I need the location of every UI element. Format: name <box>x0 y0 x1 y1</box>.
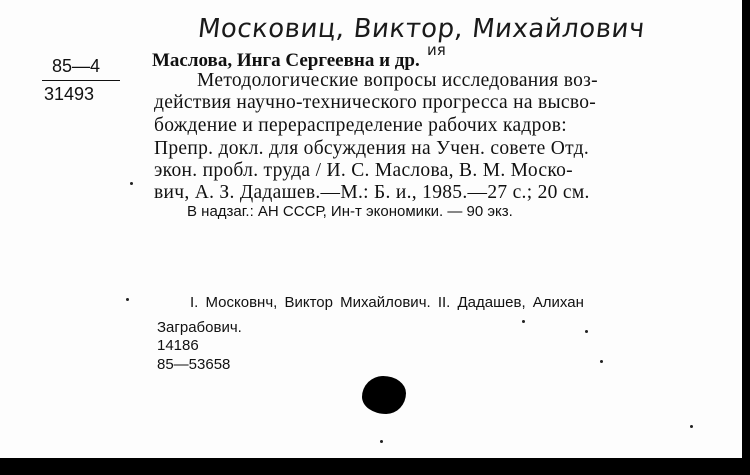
author-heading: Маслова, Инга Сергеевна и др. <box>152 50 420 71</box>
handwritten-heading-suffix: ия <box>427 41 446 59</box>
speck <box>522 320 525 323</box>
inventory-number: 14186 <box>157 337 199 354</box>
description-line-6: вич, А. З. Дадашев.—М.: Б. и., 1985.—27 с.; 20 см. <box>154 182 590 203</box>
speck <box>585 330 588 333</box>
speck <box>130 182 133 185</box>
registration-number: 85—53658 <box>157 356 231 373</box>
description-line-5: экон. пробл. труда / И. С. Маслова, В. М. Моско- <box>154 160 573 181</box>
description-line-3: бождение и перераспределение рабочих кадров: <box>154 115 567 136</box>
call-number-bottom: 31493 <box>44 84 95 104</box>
speck <box>600 360 603 363</box>
speck <box>380 440 383 443</box>
handwritten-heading: Московиц, Виктор, Михайлович <box>196 14 647 44</box>
tracing-line-2: Заграбович. <box>157 319 242 336</box>
call-number-top: 85—4 <box>52 56 101 76</box>
description-line-1: Методологические вопросы исследования воз- <box>197 70 598 91</box>
series-note: В надзаг.: АН СССР, Ин-т экономики. — 90 экз. <box>187 203 513 220</box>
speck <box>690 425 693 428</box>
tracing-line-1: I. Московнч, Виктор Михайлович. II. Дадашев, Алихан <box>190 294 584 311</box>
ink-blot <box>362 376 406 414</box>
description-line-2: действия научно-технического прогресса на высво- <box>154 92 597 113</box>
call-number-divider <box>42 80 120 81</box>
speck <box>126 298 129 301</box>
description-line-4: Препр. докл. для обсуждения на Учен. совете Отд. <box>154 138 590 159</box>
